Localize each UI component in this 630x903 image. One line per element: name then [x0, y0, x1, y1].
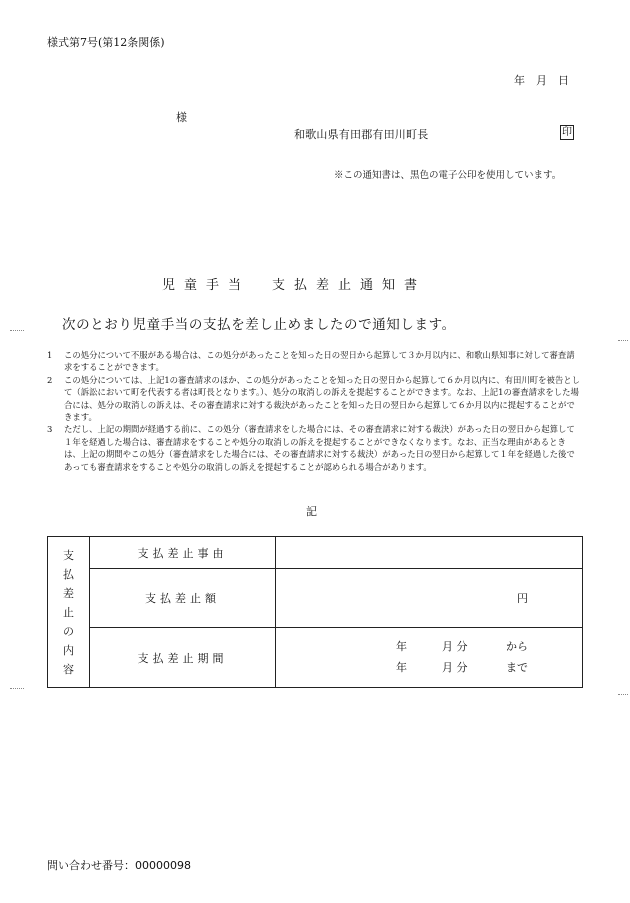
seal-icon: 印: [562, 127, 572, 138]
ki-heading: 記: [306, 505, 317, 518]
notice-text: この処分については、上記1の審査請求のほか、この処分があったことを知った日の翌日から起算して６か月以内に、有田川町を被告として（訴訟において町を代表する者は町長となります。）、処分の取消しの訴えを提起することができます。なお、上記1の審査請求をした場合には、処分の取消しの訴えは、その審査請求に対する裁決があったことを知った日の翌日から起算して６か月以内に提起することができます。: [64, 374, 580, 423]
period-year: 年: [396, 640, 407, 653]
reason-value: [276, 537, 583, 569]
form-number: 様式第7号(第12条関係): [47, 36, 165, 49]
amount-value: [276, 569, 583, 628]
vertical-char: 止: [63, 605, 74, 619]
notice-list: [47, 349, 582, 473]
vertical-char: 支: [63, 548, 74, 562]
document-title: [162, 274, 426, 293]
vertical-char: 内: [63, 643, 74, 657]
notice-number: 3: [47, 424, 53, 435]
lead-sentence: 次のとおり児童手当の支払を差し止めましたので通知します。: [62, 317, 456, 333]
date-field: 年 月 日: [514, 74, 569, 87]
fold-mark: [10, 330, 24, 331]
electronic-seal-note: ※この通知書は、黒色の電子公印を使用しています。: [334, 170, 562, 181]
period-row-to: [396, 657, 528, 678]
amount-unit: 円: [517, 592, 528, 605]
vertical-char: 払: [63, 567, 74, 581]
suspension-detail-table: [47, 536, 583, 688]
title-part-1: 児童手当: [162, 278, 251, 293]
period-month: 月 分: [442, 661, 468, 674]
period-value: [276, 628, 583, 688]
period-suffix: から: [506, 640, 528, 653]
amount-label: 支払差止額: [90, 569, 276, 628]
period-label: 支払差止期間: [90, 628, 276, 688]
vertical-char: 容: [63, 662, 74, 676]
issuer-name: 和歌山県有田郡有田川町長: [294, 128, 429, 141]
period-month: 月 分: [442, 640, 468, 653]
reason-label: 支払差止事由: [90, 537, 276, 569]
notice-number: 1: [47, 350, 53, 360]
notice-text: ただし、上記の期間が経過する前に、この処分（審査請求をした場合には、その審査請求に対する裁決）があった日の翌日から起算して１年を経過した場合は、審査請求をすることや処分の取消しの訴えを提起することができなくなります。なお、正当な理由があるときは、上記の期間やこの処分（審査請求をした場合には、その審査請求に対する裁決）があった日の翌日から起算して１年を経過した後であっても審査請求をすることや処分の取消しの訴えを提起することが認められる場合があります。: [64, 424, 575, 472]
period-year: 年: [396, 661, 407, 674]
period-suffix: まで: [506, 661, 528, 674]
addressee-suffix: 様: [176, 111, 187, 124]
fold-mark: [618, 340, 628, 341]
notice-number: 2: [47, 374, 53, 385]
period-row-from: [396, 636, 528, 657]
notice-item: [47, 374, 582, 424]
vertical-label-cell: [48, 537, 90, 688]
title-part-2: 支払差止通知書: [272, 278, 427, 293]
vertical-char: の: [63, 624, 74, 638]
notice-text: この処分について不服がある場合は、この処分があったことを知った日の翌日から起算して３か月以内に、和歌山県知事に対して審査請求をすることができます。: [64, 350, 575, 373]
notice-item: [47, 349, 582, 374]
fold-mark: [618, 694, 628, 695]
vertical-char: 差: [63, 586, 74, 600]
fold-mark: [10, 688, 24, 689]
notice-item: [47, 423, 582, 473]
inquiry-number: 問い合わせ番号：00000098: [47, 859, 191, 872]
